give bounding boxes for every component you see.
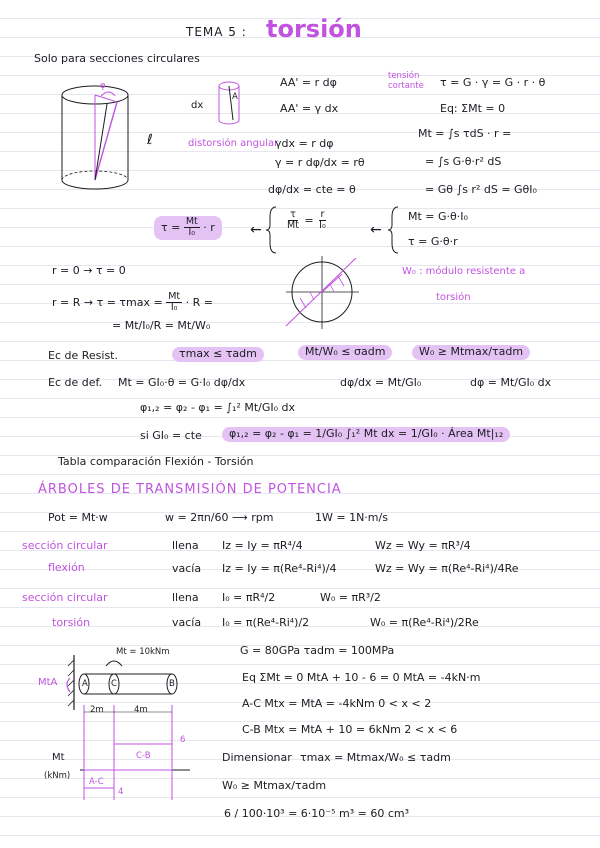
node-a: A [82, 679, 88, 689]
aa1: AA' = r dφ [280, 76, 337, 89]
tor-llena-i: I₀ = πR⁴/2 [222, 591, 276, 604]
gdx: γdx = r dφ [275, 137, 334, 150]
phi12: φ₁,₂ = φ₂ - φ₁ = ∫₁² Mt/GI₀ dx [140, 401, 296, 414]
sec-flex-2: flexión [48, 561, 85, 574]
distortion-label: distorsión angular [188, 138, 279, 149]
sec-tor-1: sección circular [22, 591, 108, 604]
length-label: ℓ [147, 132, 153, 148]
resist-hl-1: τmax ≤ τadm [172, 347, 264, 362]
element-diagram [213, 72, 247, 132]
tor-vacia-w: W₀ = π(Re⁴-Ri⁴)/2Re [370, 616, 479, 629]
cyl-phi: φ [100, 81, 106, 91]
def-3: dφ = Mt/GI₀ dx [470, 376, 552, 389]
tau-formula-highlight: τ = $\frac{Mt}{\text{I₀}}$ · r [154, 216, 222, 240]
diag-6: 6 [180, 735, 186, 745]
rel-2: τ = G·θ·r [408, 235, 458, 248]
wo-label-2: torsión [436, 292, 471, 303]
diag-unit: (kNm) [44, 771, 71, 781]
brace-2 [388, 205, 400, 255]
flex-llena: llena [172, 539, 199, 552]
ex-eq: Eq ΣMt = 0 MtA + 10 - 6 = 0 MtA = -4kN·m [242, 671, 481, 684]
mt-integral-3: = Gθ ∫s r² dS = GθI₀ [425, 183, 537, 196]
phi12-highlight: φ₁,₂ = φ₂ - φ₁ = 1/GI₀ ∫₁² Mt dx = 1/GI₀ · Área Mt|₁₂ [222, 427, 510, 442]
arrow-left-1: ← [250, 222, 262, 238]
sec-flex-1: sección circular [22, 539, 108, 552]
tau-eq: τ = G · γ = G · r · θ [440, 76, 546, 89]
node-b: B [169, 679, 175, 689]
section-stress-diagram [282, 254, 362, 334]
rel-1: Mt = G·θ·I₀ [408, 210, 468, 223]
dist-4m: 4m [134, 705, 148, 715]
r-zero: r = 0 → τ = 0 [52, 264, 126, 277]
tema-label: TEMA 5 : [186, 25, 247, 39]
def-1: Mt = GI₀·θ = G·I₀ dφ/dx [118, 376, 246, 389]
dx-label: dx [191, 100, 204, 111]
mt-diagram [80, 740, 200, 800]
flex-vacia-w: Wz = Wy = π(Re⁴-Ri⁴)/4Re [375, 562, 519, 575]
si-cte: si GI₀ = cte [140, 429, 202, 442]
dist-2m: 2m [90, 705, 104, 715]
wo-cond: W₀ ≥ Mtmax/τadm [222, 779, 327, 792]
wo-calc: 6 / 100·10³ = 6·10⁻⁵ m³ = 60 cm³ [224, 807, 410, 820]
mta-label: MtA [38, 677, 58, 688]
mt-integral: Mt = ∫s τdS · r = [418, 127, 512, 140]
mt-load-label: Mt = 10kNm [116, 647, 170, 657]
aa2: AA' = γ dx [280, 102, 339, 115]
ex-ac: A-C Mtx = MtA = -4kNm 0 < x < 2 [242, 697, 432, 710]
ex-cb: C-B Mtx = MtA + 10 = 6kNm 2 < x < 6 [242, 723, 458, 736]
eq-sum: Eq: ΣMt = 0 [440, 102, 506, 115]
flex-vacia-i: Iz = Iy = π(Re⁴-Ri⁴)/4 [222, 562, 337, 575]
flex-llena-w: Wz = Wy = πR³/4 [375, 539, 471, 552]
ec-def: Ec de def. [48, 376, 103, 389]
diag-cb: C-B [136, 751, 151, 761]
page-title: torsión [266, 15, 362, 43]
cylinder-diagram [55, 80, 145, 200]
tor-llena-w: W₀ = πR³/2 [320, 591, 381, 604]
dimensionar: Dimensionar [222, 751, 292, 764]
w-unit: 1W = 1N·m/s [315, 511, 388, 524]
tor-vacia: vacía [172, 616, 202, 629]
pot-eq: Pot = Mt·w [48, 511, 108, 524]
material-props: G = 80GPa τadm = 100MPa [240, 644, 395, 657]
r-max: r = R → τ = τmax = $\frac{Mt}{\text{I₀}}$ · R = [52, 291, 214, 314]
section-heading: ÁRBOLES DE TRANSMISIÓN DE POTENCIA [38, 482, 342, 497]
diag-ac: A-C [89, 777, 104, 787]
a-label: A [232, 92, 238, 102]
ec-resist: Ec de Resist. [48, 349, 118, 362]
w-eq: w = 2πn/60 ⟶ rpm [165, 511, 274, 524]
gamma-eq: γ = r dφ/dx = rθ [275, 156, 365, 169]
dphi-eq: dφ/dx = cte = θ [268, 183, 356, 196]
tor-vacia-i: I₀ = π(Re⁴-Ri⁴)/2 [222, 616, 310, 629]
wo-eq: = Mt/I₀/R = Mt/W₀ [112, 319, 211, 332]
brace-1 [266, 205, 278, 255]
tension-label: tensión cortante [388, 71, 424, 91]
resist-hl-2: Mt/W₀ ≤ σadm [298, 345, 392, 360]
diag-4: 4 [118, 787, 124, 797]
flex-vacia: vacía [172, 562, 202, 575]
subtitle: Solo para secciones circulares [34, 52, 200, 65]
def-2: dφ/dx = Mt/GI₀ [340, 376, 422, 389]
diag-mt-label: Mt [52, 752, 65, 763]
ratio-eq: $\frac{\tau}{Mt}$ = $\frac{r}{\text{I₀}}$ [287, 209, 326, 232]
mt-integral-2: = ∫s G·θ·r² dS [425, 155, 502, 168]
tabla-comparacion: Tabla comparación Flexión - Torsión [58, 455, 254, 468]
resist-hl-3: W₀ ≥ Mtmax/τadm [412, 345, 530, 360]
arrow-left-2: ← [370, 222, 382, 238]
node-c: C [111, 679, 117, 689]
wo-label: W₀ : módulo resistente a [402, 266, 526, 277]
sec-tor-2: torsión [52, 616, 91, 629]
tor-llena: llena [172, 591, 199, 604]
dim-eq: τmax = Mtmax/W₀ ≤ τadm [300, 751, 451, 764]
flex-llena-i: Iz = Iy = πR⁴/4 [222, 539, 303, 552]
